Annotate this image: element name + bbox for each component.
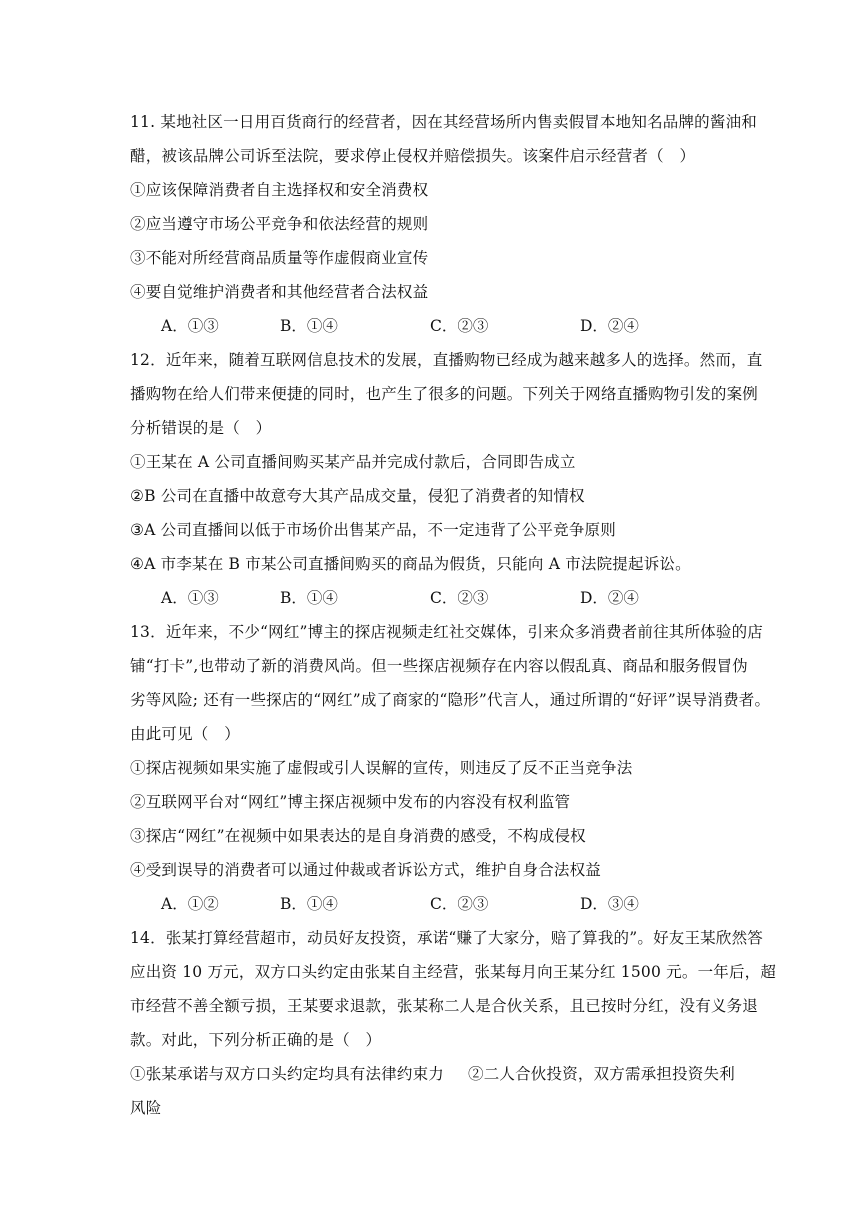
- q11-statement-1: ①应该保障消费者自主选择权和安全消费权: [130, 181, 429, 199]
- q14-stem-line-4: 款。对此，下列分析正确的是（ ）: [130, 1031, 382, 1049]
- q11-option-b[interactable]: B．①④: [280, 317, 338, 335]
- q13-option-d[interactable]: D．③④: [580, 895, 639, 913]
- q13-statement-3: ③探店“网红”在视频中如果表达的是自身消费的感受，不构成侵权: [130, 827, 586, 845]
- q14-statements-row: [130, 1064, 740, 1084]
- q13-stem-line-1: 13．近年来，不少“网红”博主的探店视频走红社交媒体，引来众多消费者前往其所体验的店: [130, 623, 763, 641]
- q13-option-c[interactable]: C．②③: [430, 895, 489, 913]
- q12-statement-1: ①王某在 A 公司直播间购买某产品并完成付款后，合同即告成立: [130, 453, 576, 471]
- q11-option-a[interactable]: A．①③: [161, 317, 219, 335]
- q12-option-d[interactable]: D．②④: [580, 589, 639, 607]
- q11-statement-2: ②应当遵守市场公平竞争和依法经营的规则: [130, 215, 429, 233]
- q14-stem-line-1: 14．张某打算经营超市，动员好友投资，承诺“赚了大家分，赔了算我的”。好友王某欣然答: [130, 929, 763, 947]
- q14-statement-1: ①张某承诺与双方口头约定均具有法律约束力: [130, 1065, 445, 1083]
- q11-stem-line-2: 醋，被该品牌公司诉至法院，要求停止侵权并赔偿损失。该案件启示经营者（ ）: [130, 147, 696, 165]
- q11-option-c[interactable]: C．②③: [430, 317, 489, 335]
- q12-stem-line-1: 12．近年来，随着互联网信息技术的发展，直播购物已经成为越来越多人的选择。然而，直: [130, 351, 763, 369]
- q11-option-d[interactable]: D．②④: [580, 317, 639, 335]
- q13-stem-line-3: 劣等风险; 还有一些探店的“网红”成了商家的“隐形”代言人，通过所谓的“好评”误导消费者。: [130, 691, 771, 709]
- q13-option-a[interactable]: A．①②: [161, 895, 219, 913]
- q12-options: [161, 588, 721, 608]
- q12-stem-line-3: 分析错误的是（ ）: [130, 419, 272, 437]
- q11-statement-3: ③不能对所经营商品质量等作虚假商业宣传: [130, 249, 429, 267]
- q12-statement-4: ④A 市李某在 B 市某公司直播间购买的商品为假货，只能向 A 市法院提起诉讼。: [130, 555, 691, 573]
- q13-options: [161, 894, 721, 914]
- q13-statement-2: ②互联网平台对“网红”博主探店视频中发布的内容没有权利监管: [130, 793, 571, 811]
- q12-option-c[interactable]: C．②③: [430, 589, 489, 607]
- q12-statement-2: ②B 公司在直播中故意夸大其产品成交量，侵犯了消费者的知情权: [130, 487, 585, 505]
- q12-option-b[interactable]: B．①④: [280, 589, 338, 607]
- q14-stem-line-2: 应出资 10 万元，双方口头约定由张某自主经营，张某每月向王某分红 1500 元。一年后，超: [130, 963, 777, 981]
- q13-statement-1: ①探店视频如果实施了虚假或引人误解的宣传，则违反了反不正当竞争法: [130, 759, 633, 777]
- q11-statement-4: ④要自觉维护消费者和其他经营者合法权益: [130, 283, 429, 301]
- q13-stem-line-4: 由此可见（ ）: [130, 725, 240, 743]
- q13-statement-4: ④受到误导的消费者可以通过仲裁或者诉讼方式，维护自身合法权益: [130, 861, 602, 879]
- q12-stem-line-2: 播购物在给人们带来便捷的同时，也产生了很多的问题。下列关于网络直播购物引发的案例: [130, 385, 759, 403]
- q14-stem-line-3: 市经营不善全额亏损，王某要求退款，张某称二人是合伙关系，且已按时分红，没有义务退: [130, 997, 759, 1015]
- q12-statement-3: ③A 公司直播间以低于市场价出售某产品，不一定违背了公平竞争原则: [130, 521, 616, 539]
- q14-statement-2: ②二人合伙投资，双方需承担投资失利: [468, 1065, 735, 1083]
- q12-option-a[interactable]: A．①③: [161, 589, 219, 607]
- q13-option-b[interactable]: B．①④: [280, 895, 338, 913]
- q11-stem-line-1: 11. 某地社区一日用百货商行的经营者，因在其经营场所内售卖假冒本地知名品牌的酱油和: [130, 113, 757, 131]
- q13-stem-line-2: 铺“打卡”,也带动了新的消费风尚。但一些探店视频存在内容以假乱真、商品和服务假冒伪: [130, 657, 748, 675]
- q14-statement-2-tail: 风险: [130, 1099, 162, 1117]
- q11-options: [161, 316, 721, 336]
